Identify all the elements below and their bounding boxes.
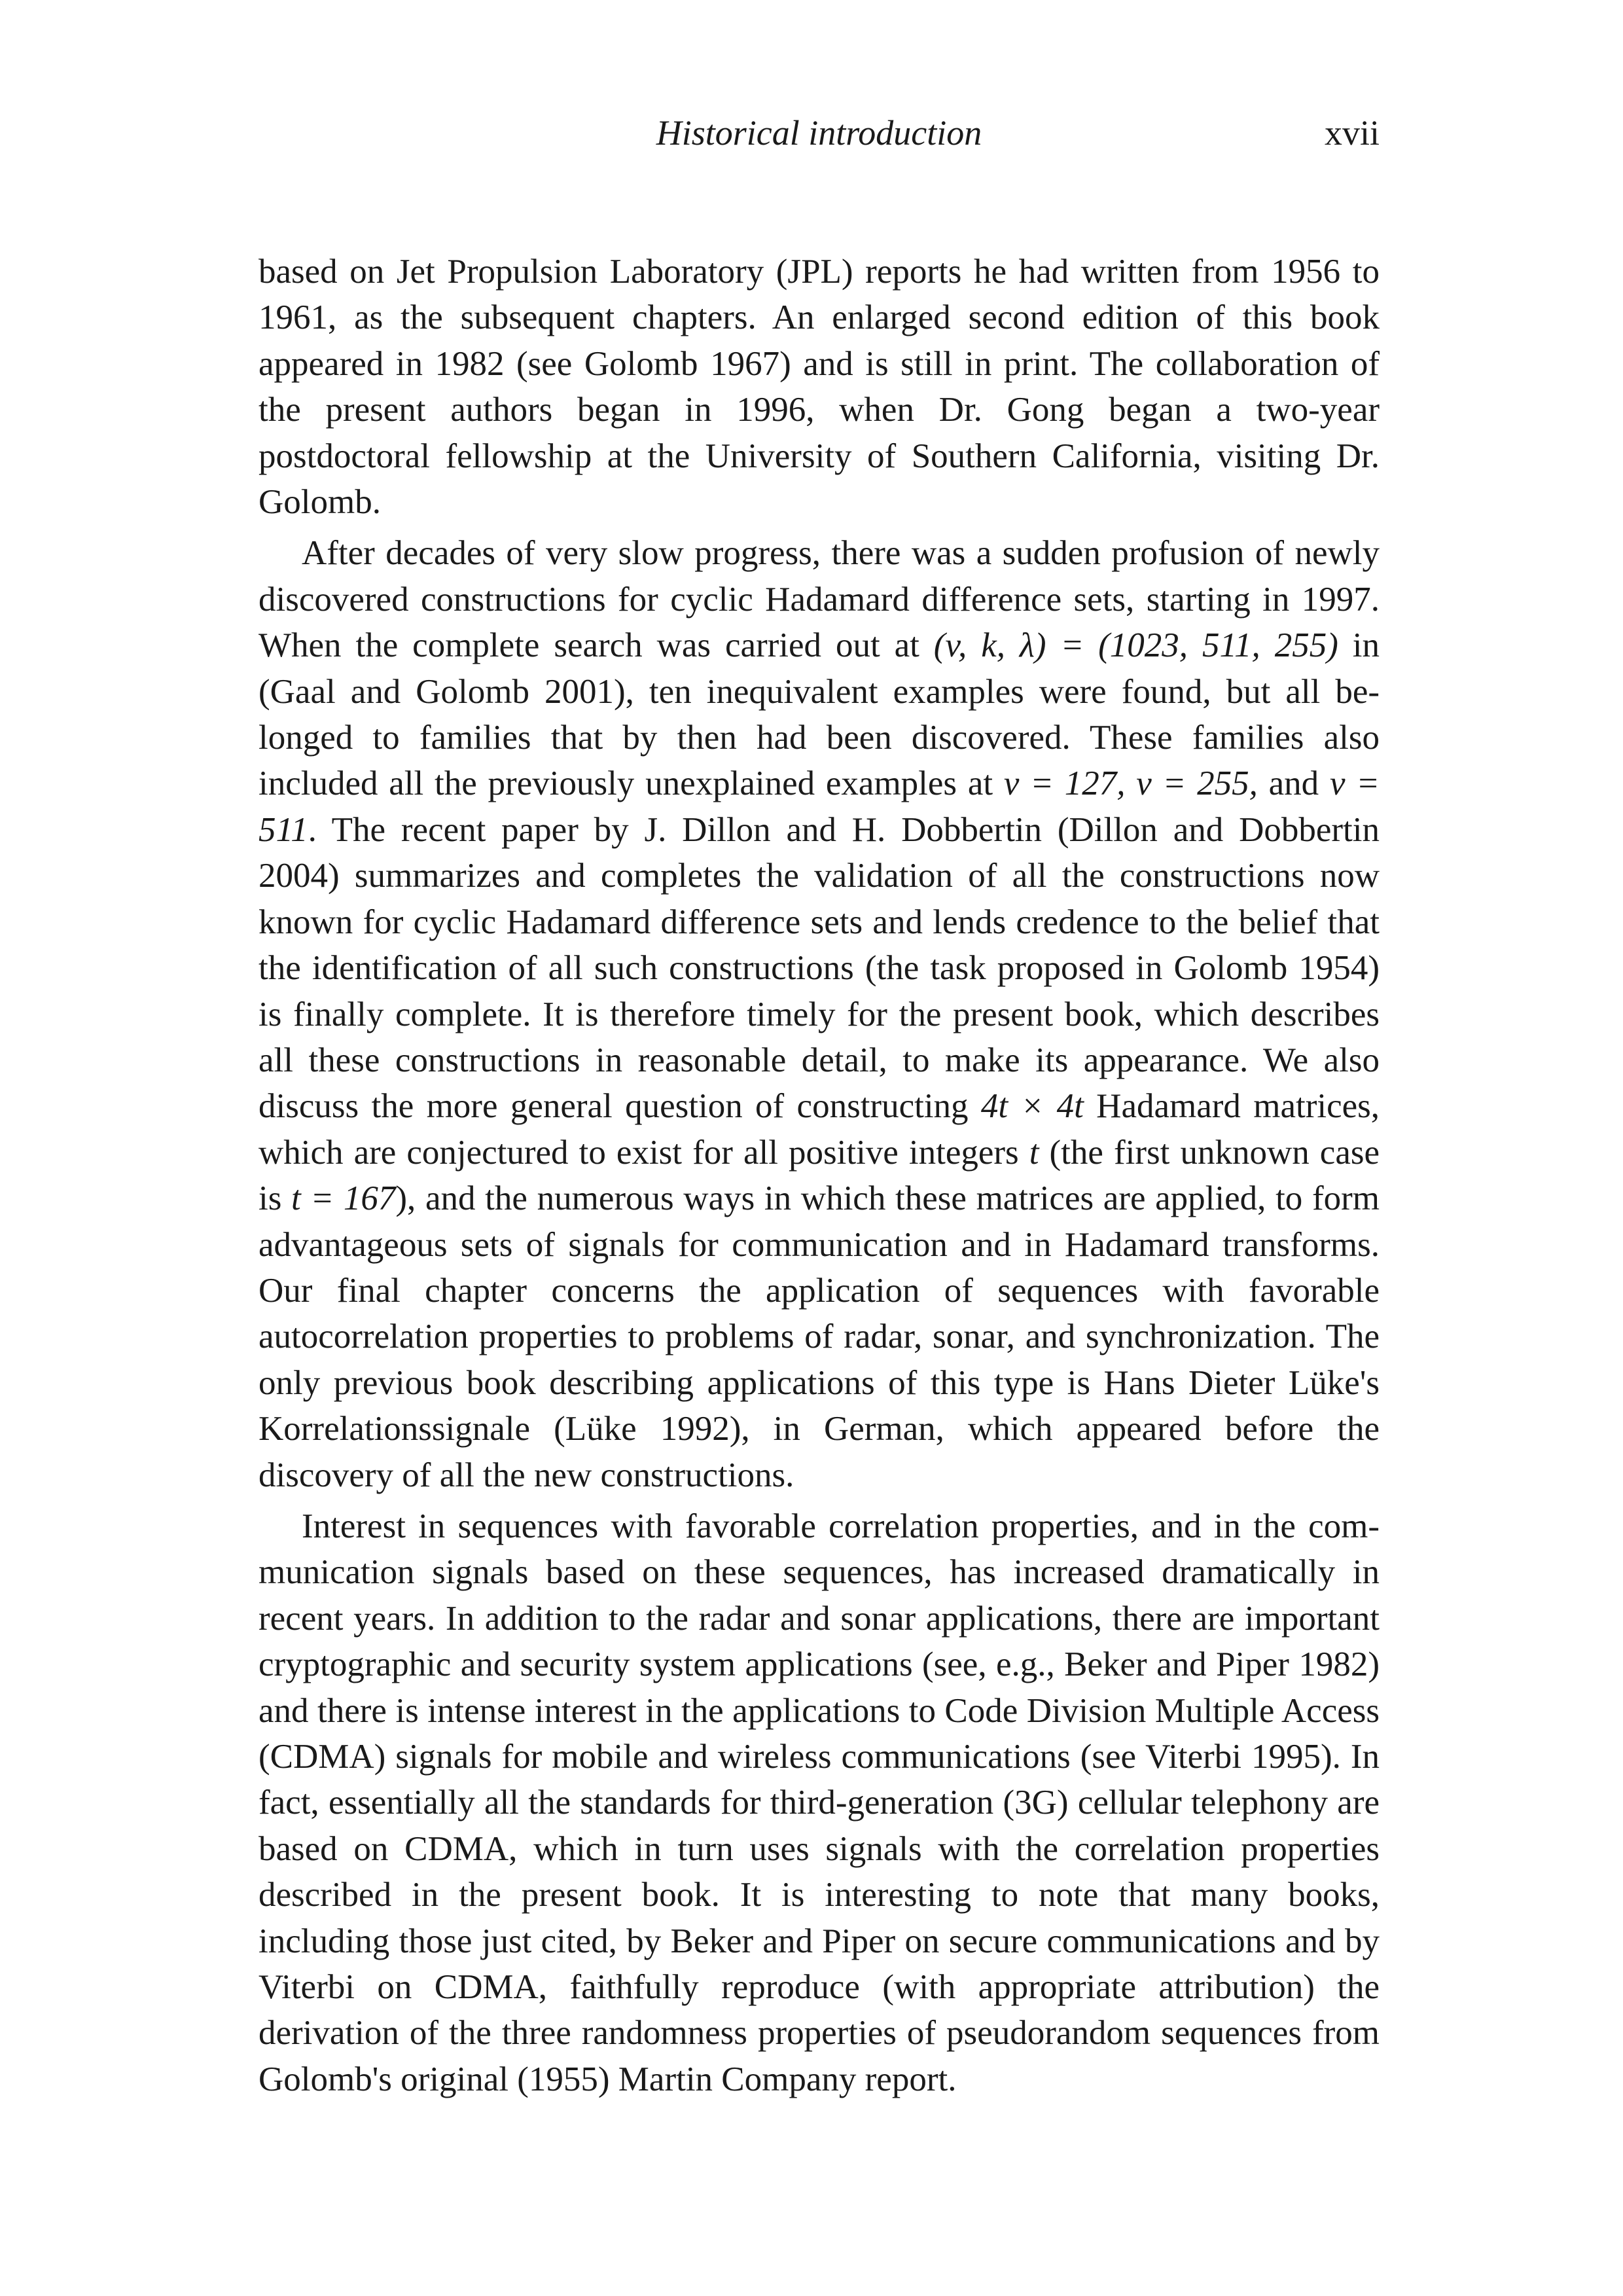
page-number: xvii <box>1324 113 1380 152</box>
body-text <box>259 249 1380 2102</box>
text-segment: After decades of very slow progress, there was a sudden profusion of newly discovered constructions for cyclic Hadamard difference sets, starting in 1997. When the complete search was carried out at <box>259 534 1380 665</box>
math-inline: t <box>1029 1133 1039 1172</box>
text-segment: in (Gaal and Golomb 2001), ten inequivalent examples were found, but all belonged to families that by then had been discovered. These families also included all the previously unexplained examples at <box>259 626 1380 803</box>
math-inline: (v, k, λ) = (1023, 511, 255) <box>933 626 1338 665</box>
paragraph-3: Interest in sequences with favorable correlation properties, and in the communication signals based on these sequences, has increased dramatically in recent years. In addition to the radar and sonar applications, there are important cryptographic and security system applications (see, e.g., Beker and Piper 1982) and there is intense interest in the applications to Code Division Multiple Access (CDMA) signals for mobile and wireless communications (see Viterbi 1995). In fact, essentially all the standards for third-generation (3G) cellular telephony are based on CDMA, which in turn uses signals with the correlation properties described in the present book. It is interesting to note that many books, including those just cited, by Beker and Piper on secure communications and by Viterbi on CDMA, faithfully reproduce (with appropriate attribution) the derivation of the three randomness properties of pseudorandom sequences from Golomb's original (1955) Martin Company report. <box>259 1507 1380 2098</box>
math-inline: 4t × 4t <box>980 1087 1084 1126</box>
text-segment: Hadamard matrices, which are conjectured to exist for all positive integers <box>259 1087 1380 1172</box>
paragraph-2 <box>259 530 1380 1498</box>
running-head <box>259 110 1380 156</box>
paragraph-1: based on Jet Propulsion Laboratory (JPL) reports he had written from 1956 to 1961, as the subsequent chapters. An enlarged second edition of this book appeared in 1982 (see Golomb 1967) and is still in print. The collaboration of the present authors began in 1996, when Dr. Gong began a two-year postdoctoral fellowship at the University of Southern California, visiting Dr. Golomb. <box>259 253 1380 522</box>
math-inline: t = 167 <box>291 1179 396 1218</box>
chapter-title: Historical introduction <box>656 113 982 152</box>
math-inline: v = 127, v = 255, <box>1003 764 1258 803</box>
text-segment: . The recent paper by J. Dillon and H. Dobbertin (Dillon and Dobbertin 2004) summarizes and completes the validation of all the constructions now known for cyclic Hadamard difference sets and lends credence to the belief that the identification of all such constructions (the task proposed in Golomb 1954) is finally complete. It is therefore timely for the present book, which describes all these constructions in reasonable detail, to make its appearance. We also discuss the more general question of constructing <box>259 810 1380 1126</box>
text-segment: (the first unknown case is <box>259 1133 1380 1218</box>
text-segment: ), and the numerous ways in which these matrices are applied, to form advantageous sets of signals for communication and in Hadamard transforms. Our final chapter concerns the application of sequences with favorable autocorrelation properties to problems of radar, sonar, and synchronization. The only previous book describing applications of this type is Hans Dieter Lüke's Korrelationssignale (Lüke 1992), in German, which appeared before the discovery of all the new constructions. <box>259 1179 1380 1494</box>
text-segment: and <box>1257 764 1330 803</box>
math-inline: v = 511 <box>259 764 1380 849</box>
